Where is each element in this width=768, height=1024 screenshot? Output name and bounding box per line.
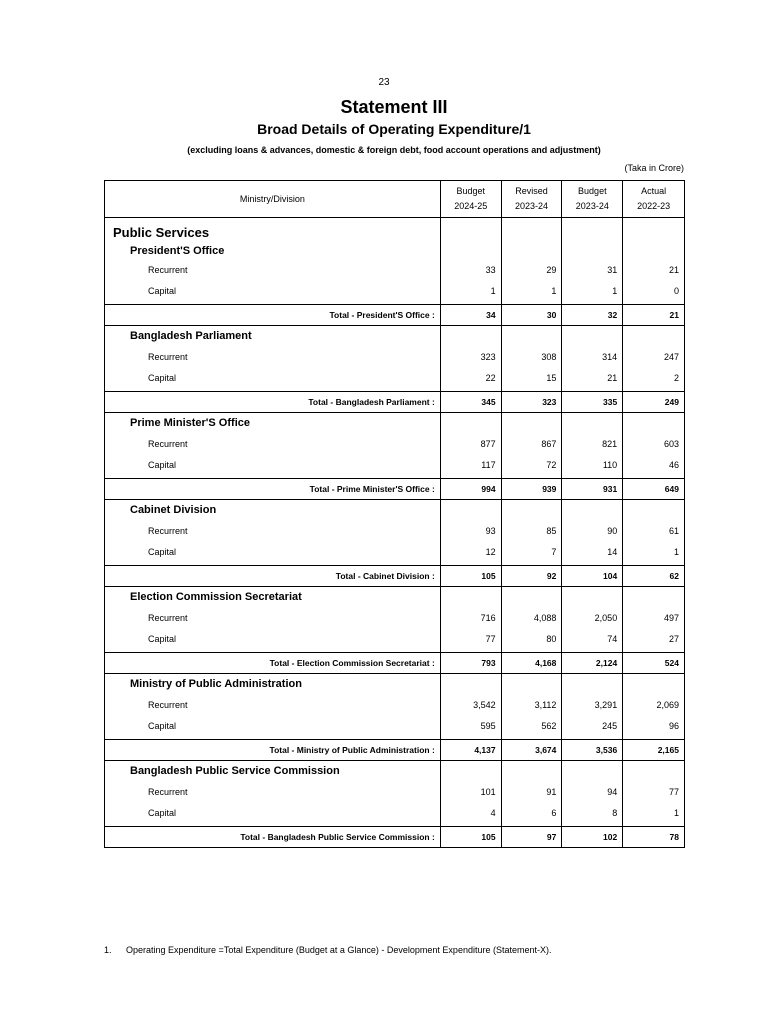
value-cell: 603 bbox=[622, 433, 684, 454]
empty-cell bbox=[622, 388, 684, 391]
value-cell: 1 bbox=[622, 802, 684, 823]
group-title-row-label: Cabinet Division bbox=[130, 504, 217, 516]
value-cell: 92 bbox=[501, 566, 562, 586]
empty-cell bbox=[440, 587, 501, 607]
capital-row-label: Capital bbox=[148, 720, 177, 731]
empty-cell bbox=[440, 326, 501, 346]
header-budget-2024-25 bbox=[440, 181, 501, 217]
empty-cell bbox=[440, 674, 501, 694]
header-line2: 2023-24 bbox=[515, 201, 549, 211]
empty-cell bbox=[622, 301, 684, 304]
value-cell: 78 bbox=[622, 827, 684, 847]
value-cell: 3,536 bbox=[561, 740, 622, 760]
empty-cell bbox=[622, 413, 684, 433]
value-cell: 4 bbox=[440, 802, 501, 823]
capital-row bbox=[105, 541, 684, 562]
value-cell: 80 bbox=[501, 628, 562, 649]
table-body bbox=[105, 218, 684, 847]
value-cell: 32 bbox=[561, 305, 622, 325]
value-cell: 314 bbox=[561, 346, 622, 367]
recurrent-row-label: Recurrent bbox=[148, 525, 188, 536]
value-cell: 33 bbox=[440, 259, 501, 280]
group-title-row bbox=[105, 673, 684, 694]
footnote-number: 1. bbox=[104, 945, 112, 955]
header-budget-2023-24 bbox=[561, 181, 622, 217]
empty-cell bbox=[501, 587, 562, 607]
value-cell: 821 bbox=[561, 433, 622, 454]
empty-cell bbox=[622, 475, 684, 478]
value-cell: 2,165 bbox=[622, 740, 684, 760]
empty-cell bbox=[561, 823, 622, 826]
group-title-row-label: Election Commission Secretariat bbox=[130, 591, 302, 603]
empty-cell bbox=[561, 218, 622, 242]
capital-row-label: Capital bbox=[148, 372, 177, 383]
value-cell: 14 bbox=[561, 541, 622, 562]
empty-cell bbox=[561, 500, 622, 520]
value-cell: 94 bbox=[561, 781, 622, 802]
capital-row bbox=[105, 802, 684, 823]
recurrent-row bbox=[105, 607, 684, 628]
value-cell: 497 bbox=[622, 607, 684, 628]
group-title-row bbox=[105, 242, 684, 259]
empty-cell bbox=[501, 761, 562, 781]
header-line1: Budget bbox=[578, 186, 607, 196]
value-cell: 21 bbox=[622, 305, 684, 325]
empty-cell bbox=[440, 500, 501, 520]
empty-cell bbox=[440, 761, 501, 781]
empty-cell bbox=[440, 736, 501, 739]
value-cell: 939 bbox=[501, 479, 562, 499]
value-cell: 323 bbox=[440, 346, 501, 367]
value-cell: 2,124 bbox=[561, 653, 622, 673]
value-cell: 62 bbox=[622, 566, 684, 586]
capital-row bbox=[105, 454, 684, 475]
value-cell: 85 bbox=[501, 520, 562, 541]
empty-cell bbox=[561, 413, 622, 433]
value-cell: 29 bbox=[501, 259, 562, 280]
value-cell: 0 bbox=[622, 280, 684, 301]
value-cell: 2,050 bbox=[561, 607, 622, 628]
total-row-label: Total - Election Commission Secretariat : bbox=[269, 658, 435, 668]
group-title-row bbox=[105, 499, 684, 520]
value-cell: 8 bbox=[561, 802, 622, 823]
value-cell: 793 bbox=[440, 653, 501, 673]
empty-cell bbox=[622, 761, 684, 781]
recurrent-row bbox=[105, 520, 684, 541]
value-cell: 4,137 bbox=[440, 740, 501, 760]
total-row bbox=[105, 652, 684, 673]
empty-cell bbox=[561, 326, 622, 346]
page-number: 23 bbox=[378, 77, 390, 88]
value-cell: 102 bbox=[561, 827, 622, 847]
empty-cell bbox=[561, 736, 622, 739]
total-row bbox=[105, 478, 684, 499]
total-row bbox=[105, 826, 684, 847]
empty-cell bbox=[501, 388, 562, 391]
total-row-label: Total - Ministry of Public Administration : bbox=[269, 745, 435, 755]
empty-cell bbox=[622, 218, 684, 242]
value-cell: 77 bbox=[622, 781, 684, 802]
value-cell: 649 bbox=[622, 479, 684, 499]
value-cell: 3,542 bbox=[440, 694, 501, 715]
statement-note: (excluding loans & advances, domestic & foreign debt, food account operations and adjustment) bbox=[187, 145, 601, 155]
empty-cell bbox=[501, 326, 562, 346]
empty-cell bbox=[440, 562, 501, 565]
value-cell: 595 bbox=[440, 715, 501, 736]
empty-cell bbox=[622, 823, 684, 826]
recurrent-row bbox=[105, 259, 684, 280]
value-cell: 104 bbox=[561, 566, 622, 586]
empty-cell bbox=[622, 649, 684, 652]
group-title-row bbox=[105, 760, 684, 781]
statement-subtitle: Broad Details of Operating Expenditure/1 bbox=[257, 121, 531, 137]
value-cell: 96 bbox=[622, 715, 684, 736]
total-row-label: Total - Prime Minister'S Office : bbox=[309, 484, 435, 494]
value-cell: 3,112 bbox=[501, 694, 562, 715]
value-cell: 562 bbox=[501, 715, 562, 736]
value-cell: 308 bbox=[501, 346, 562, 367]
empty-cell bbox=[440, 218, 501, 242]
empty-cell bbox=[622, 562, 684, 565]
footnote-text: Operating Expenditure =Total Expenditure (Budget at a Glance) - Development Expenditure (Statement-X). bbox=[126, 945, 552, 955]
value-cell: 245 bbox=[561, 715, 622, 736]
group-title-row bbox=[105, 412, 684, 433]
value-cell: 31 bbox=[561, 259, 622, 280]
empty-cell bbox=[440, 388, 501, 391]
value-cell: 2,069 bbox=[622, 694, 684, 715]
empty-cell bbox=[501, 674, 562, 694]
value-cell: 3,291 bbox=[561, 694, 622, 715]
header-line1: Actual bbox=[641, 186, 667, 196]
empty-cell bbox=[622, 242, 684, 259]
total-row bbox=[105, 391, 684, 412]
value-cell: 931 bbox=[561, 479, 622, 499]
header-line1: Revised bbox=[515, 186, 548, 196]
value-cell: 61 bbox=[622, 520, 684, 541]
recurrent-row-label: Recurrent bbox=[148, 786, 188, 797]
recurrent-row bbox=[105, 346, 684, 367]
recurrent-row bbox=[105, 433, 684, 454]
value-cell: 117 bbox=[440, 454, 501, 475]
header-line2: 2023-24 bbox=[575, 201, 609, 211]
value-cell: 74 bbox=[561, 628, 622, 649]
empty-cell bbox=[561, 649, 622, 652]
value-cell: 867 bbox=[501, 433, 562, 454]
empty-cell bbox=[501, 736, 562, 739]
empty-cell bbox=[501, 823, 562, 826]
recurrent-row-label: Recurrent bbox=[148, 699, 188, 710]
empty-cell bbox=[561, 242, 622, 259]
unit-label: (Taka in Crore) bbox=[624, 163, 684, 173]
total-row bbox=[105, 739, 684, 760]
value-cell: 91 bbox=[501, 781, 562, 802]
header-actual-2022-23 bbox=[622, 181, 684, 217]
value-cell: 1 bbox=[622, 541, 684, 562]
footnote bbox=[104, 945, 551, 955]
empty-cell bbox=[561, 562, 622, 565]
empty-cell bbox=[440, 823, 501, 826]
empty-cell bbox=[561, 388, 622, 391]
total-row bbox=[105, 565, 684, 586]
empty-cell bbox=[622, 326, 684, 346]
group-title-row-label: President'S Office bbox=[130, 244, 225, 257]
header-line1: Budget bbox=[456, 186, 485, 196]
value-cell: 105 bbox=[440, 827, 501, 847]
value-cell: 105 bbox=[440, 566, 501, 586]
empty-cell bbox=[440, 242, 501, 259]
value-cell: 716 bbox=[440, 607, 501, 628]
value-cell: 30 bbox=[501, 305, 562, 325]
value-cell: 72 bbox=[501, 454, 562, 475]
value-cell: 335 bbox=[561, 392, 622, 412]
value-cell: 1 bbox=[561, 280, 622, 301]
empty-cell bbox=[501, 500, 562, 520]
value-cell: 994 bbox=[440, 479, 501, 499]
total-row-label: Total - Bangladesh Public Service Commission : bbox=[240, 832, 435, 842]
empty-cell bbox=[622, 500, 684, 520]
value-cell: 4,168 bbox=[501, 653, 562, 673]
value-cell: 97 bbox=[501, 827, 562, 847]
capital-row bbox=[105, 280, 684, 301]
capital-row-label: Capital bbox=[148, 285, 177, 296]
recurrent-row-label: Recurrent bbox=[148, 612, 188, 623]
value-cell: 12 bbox=[440, 541, 501, 562]
group-title-row bbox=[105, 325, 684, 346]
header-ministry-division: Ministry/Division bbox=[239, 193, 305, 204]
capital-row bbox=[105, 628, 684, 649]
value-cell: 3,674 bbox=[501, 740, 562, 760]
empty-cell bbox=[561, 301, 622, 304]
group-title-row-label: Prime Minister'S Office bbox=[130, 417, 250, 429]
value-cell: 93 bbox=[440, 520, 501, 541]
group-title-row-label: Bangladesh Parliament bbox=[130, 330, 252, 342]
value-cell: 77 bbox=[440, 628, 501, 649]
value-cell: 21 bbox=[622, 259, 684, 280]
value-cell: 21 bbox=[561, 367, 622, 388]
value-cell: 101 bbox=[440, 781, 501, 802]
value-cell: 323 bbox=[501, 392, 562, 412]
empty-cell bbox=[440, 649, 501, 652]
group-title-row-label: Ministry of Public Administration bbox=[130, 678, 302, 690]
capital-row bbox=[105, 367, 684, 388]
value-cell: 1 bbox=[440, 280, 501, 301]
value-cell: 34 bbox=[440, 305, 501, 325]
value-cell: 46 bbox=[622, 454, 684, 475]
recurrent-row-label: Recurrent bbox=[148, 438, 188, 449]
expenditure-table bbox=[104, 180, 685, 848]
value-cell: 15 bbox=[501, 367, 562, 388]
empty-cell bbox=[622, 736, 684, 739]
empty-cell bbox=[561, 587, 622, 607]
group-title-row bbox=[105, 586, 684, 607]
recurrent-row bbox=[105, 694, 684, 715]
value-cell: 1 bbox=[501, 280, 562, 301]
value-cell: 249 bbox=[622, 392, 684, 412]
header-line2: 2024-25 bbox=[454, 201, 488, 211]
recurrent-row-label: Recurrent bbox=[148, 351, 188, 362]
section-row bbox=[105, 218, 684, 242]
value-cell: 7 bbox=[501, 541, 562, 562]
recurrent-row bbox=[105, 781, 684, 802]
total-row-label: Total - Bangladesh Parliament : bbox=[308, 397, 435, 407]
value-cell: 90 bbox=[561, 520, 622, 541]
empty-cell bbox=[501, 562, 562, 565]
value-cell: 2 bbox=[622, 367, 684, 388]
empty-cell bbox=[501, 301, 562, 304]
empty-cell bbox=[440, 301, 501, 304]
recurrent-row-label: Recurrent bbox=[148, 264, 188, 275]
header-line2: 2022-23 bbox=[637, 201, 671, 211]
value-cell: 524 bbox=[622, 653, 684, 673]
empty-cell bbox=[501, 413, 562, 433]
value-cell: 247 bbox=[622, 346, 684, 367]
value-cell: 4,088 bbox=[501, 607, 562, 628]
total-row-label: Total - Cabinet Division : bbox=[335, 571, 435, 581]
value-cell: 110 bbox=[561, 454, 622, 475]
empty-cell bbox=[501, 218, 562, 242]
empty-cell bbox=[622, 674, 684, 694]
total-row-label: Total - President'S Office : bbox=[329, 310, 435, 320]
group-title-row-label: Bangladesh Public Service Commission bbox=[130, 765, 340, 777]
value-cell: 22 bbox=[440, 367, 501, 388]
empty-cell bbox=[622, 587, 684, 607]
empty-cell bbox=[561, 761, 622, 781]
value-cell: 27 bbox=[622, 628, 684, 649]
empty-cell bbox=[561, 674, 622, 694]
value-cell: 6 bbox=[501, 802, 562, 823]
table-header bbox=[105, 181, 684, 218]
capital-row-label: Capital bbox=[148, 546, 177, 557]
section-title: Public Services bbox=[113, 224, 210, 240]
capital-row bbox=[105, 715, 684, 736]
capital-row-label: Capital bbox=[148, 459, 177, 470]
empty-cell bbox=[501, 242, 562, 259]
capital-row-label: Capital bbox=[148, 807, 177, 818]
empty-cell bbox=[440, 475, 501, 478]
empty-cell bbox=[501, 649, 562, 652]
capital-row-label: Capital bbox=[148, 633, 177, 644]
value-cell: 877 bbox=[440, 433, 501, 454]
statement-title: Statement III bbox=[340, 97, 448, 117]
total-row bbox=[105, 304, 684, 325]
empty-cell bbox=[440, 413, 501, 433]
empty-cell bbox=[561, 475, 622, 478]
empty-cell bbox=[501, 475, 562, 478]
header-revised-2023-24 bbox=[501, 181, 562, 217]
value-cell: 345 bbox=[440, 392, 501, 412]
